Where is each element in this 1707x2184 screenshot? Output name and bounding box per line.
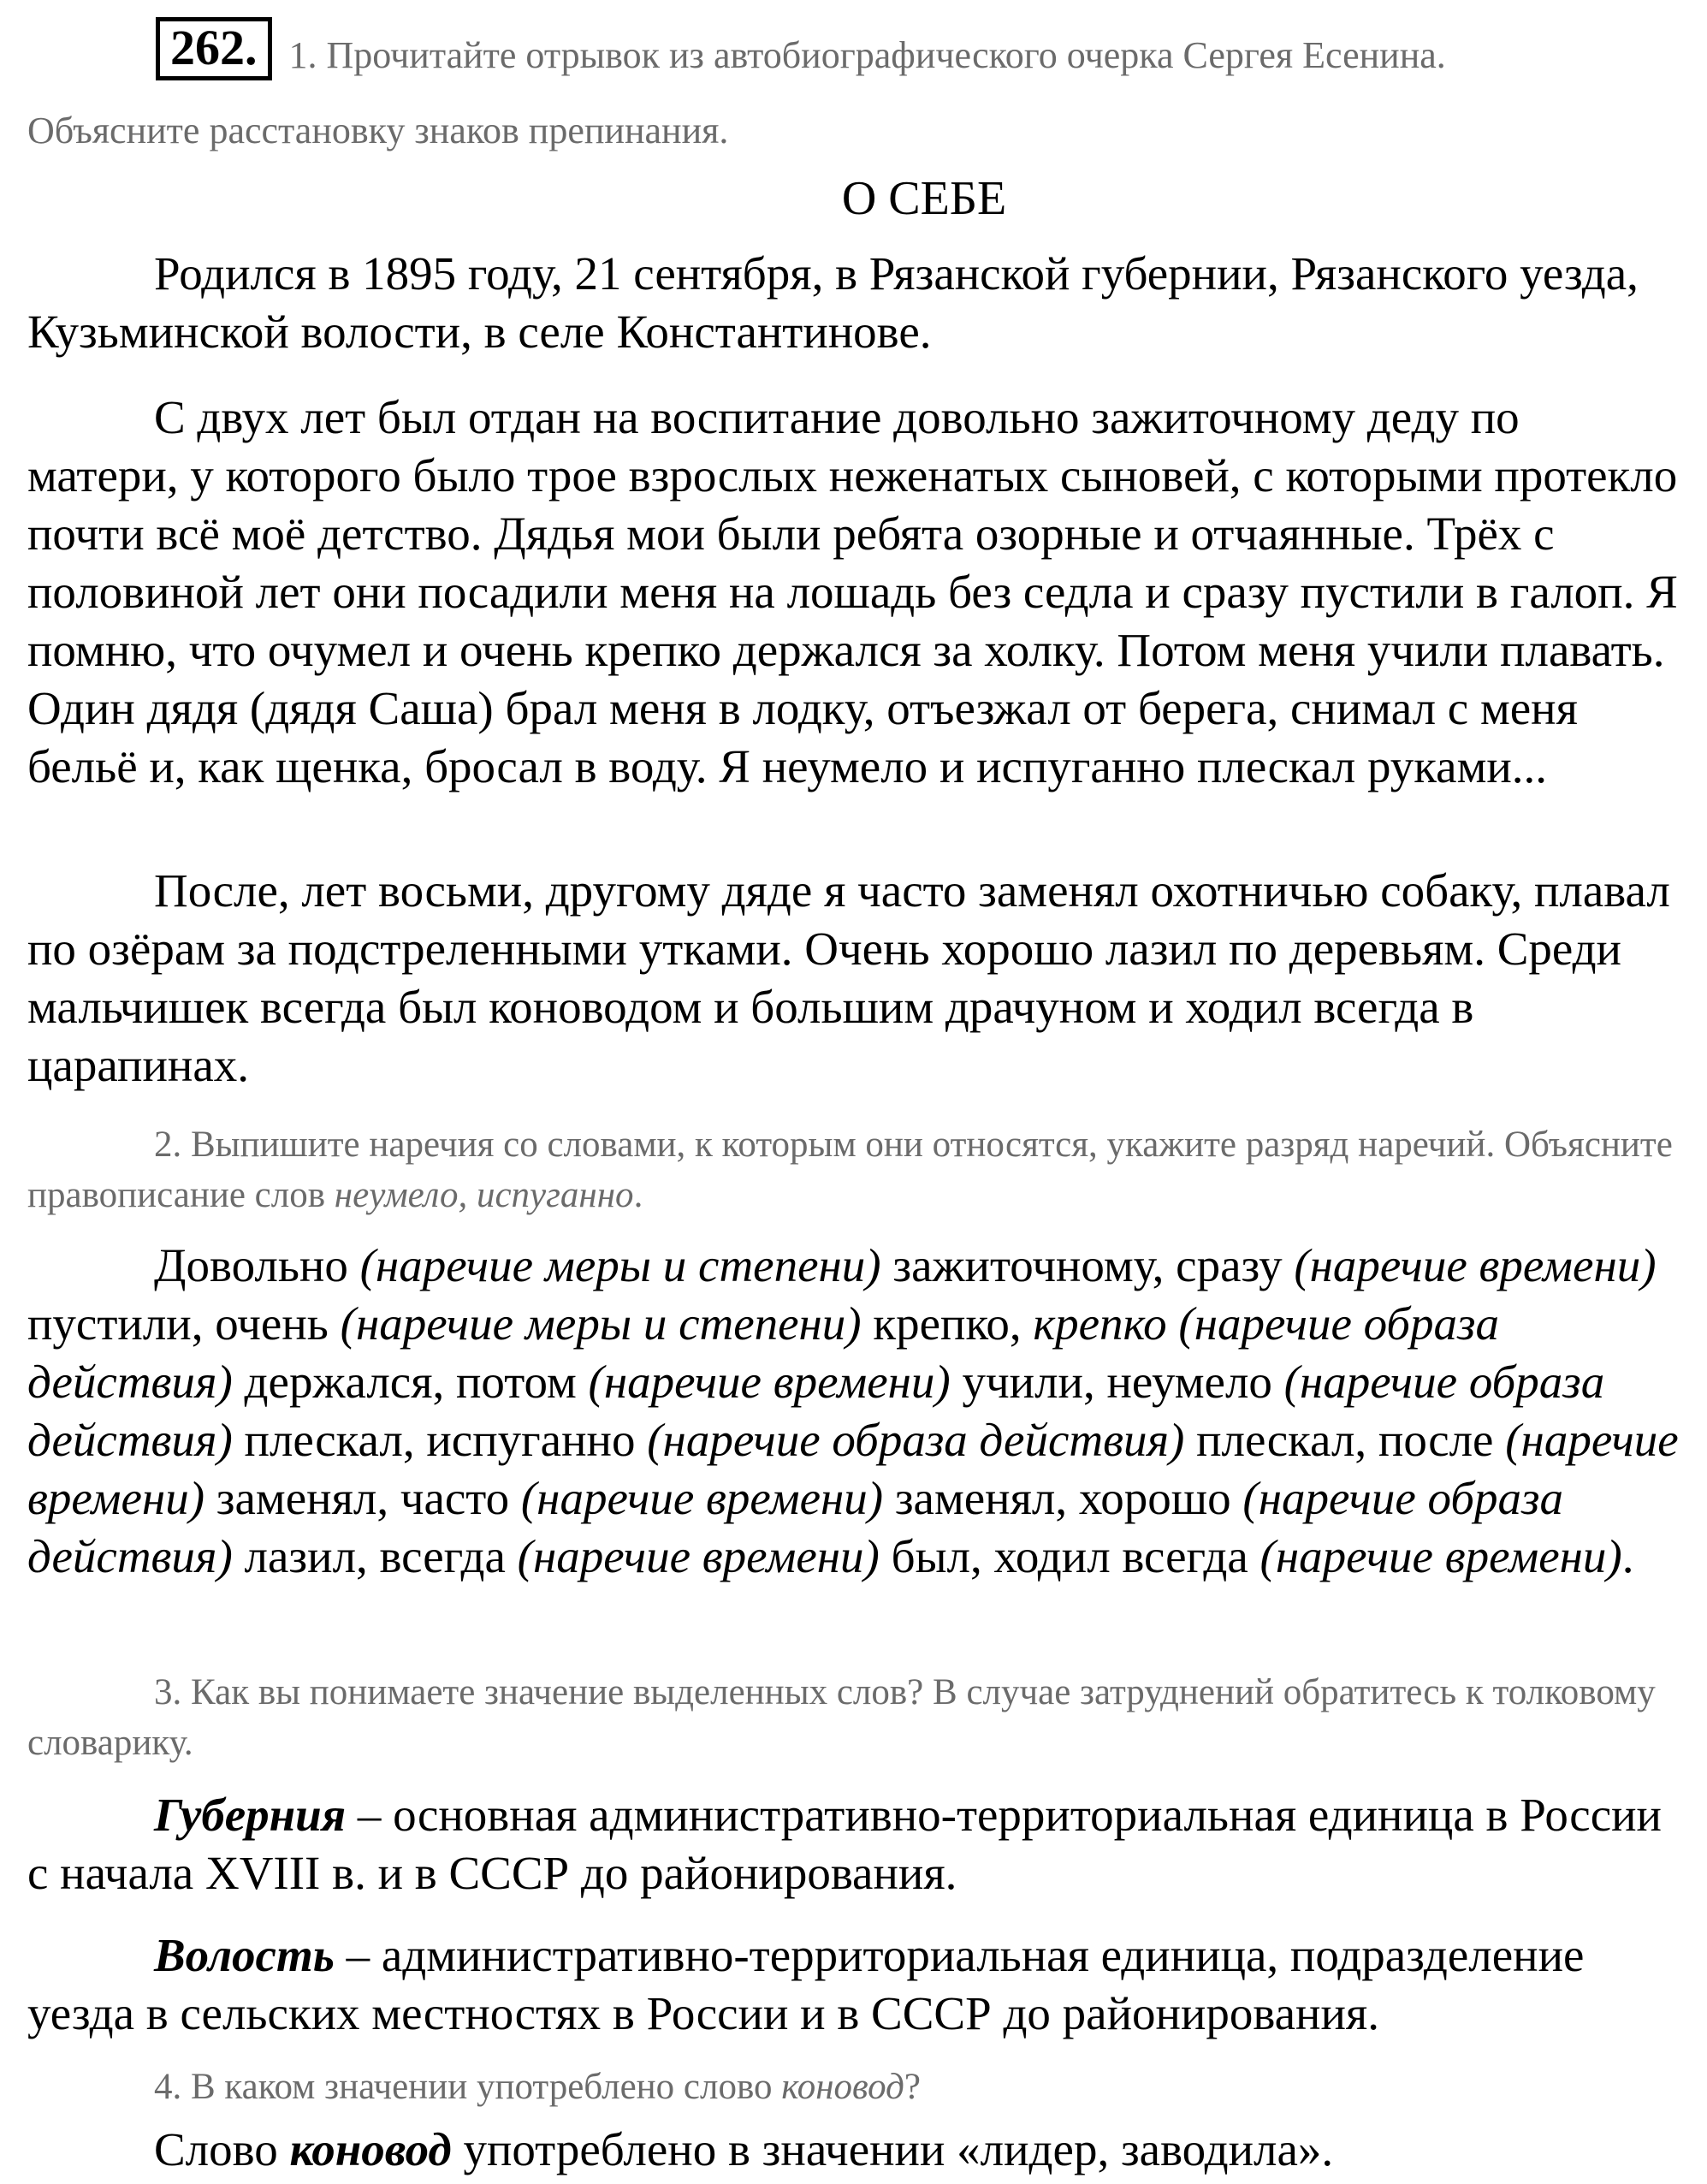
question-4: 4. В каком значении употреблено слово коновод?: [154, 2067, 921, 2107]
answer-2: Довольно (наречие меры и степени) зажиточному, сразу (наречие времени) пустили, очень (наречие меры и степени) крепко, крепко (наречие образа действия) держался, потом (наречие времени) учили, неумело (наречие образа действия) плескал, испуганно (наречие образа действия) плескал, после (наречие времени) заменял, часто (наречие времени) заменял, хорошо (наречие образа действия) лазил, всегда (наречие времени) был, ходил всегда (наречие времени).: [27, 1239, 1679, 1582]
paragraph-2: С двух лет был отдан на воспитание довольно зажиточному деду по матери, у которого было трое взрослых неженатых сыновей, с которыми протекло почти всё моё детство. Дядья мои были ребята озорные и отчаянные. Трёх с половиной лет они посадили меня на лошадь без седла и сразу пустили в галоп. Я помню, что очумел и очень крепко держался за холку. Потом меня учили плавать. Один дядя (дядя Саша) брал меня в лодку, отъезжал от берега, снимал с меня бельё и, как щенка, бросал в воду. Я неумело и испуганно плескал руками...: [27, 391, 1678, 792]
term-volost: Волость: [154, 1929, 335, 1981]
term-guberniya: Губерния: [154, 1789, 347, 1841]
answer-3-term-1: Губерния – основная административно-территориальная единица в России с начала XVIII в. и в СССР до районирования.: [27, 1789, 1662, 1899]
task-instruction-2: Объясните расстановку знаков препинания.: [27, 110, 729, 151]
answer-4: Слово коновод употреблено в значении «лидер, заводила».: [154, 2123, 1334, 2175]
paragraph-3: После, лет восьми, другому дяде я часто заменял охотничью собаку, плавал по озёрам за подстреленными утками. Очень хорошо лазил по деревьям. Среди мальчишек всегда был коноводом и большим драчуном и ходил всегда в царапинах.: [27, 864, 1670, 1091]
paragraph-1: Родился в 1895 году, 21 сентября, в Рязанской губернии, Рязанского уезда, Кузьминской волости, в селе Константинове.: [27, 247, 1639, 358]
exercise-number: 262.: [156, 17, 272, 80]
question-2: 2. Выпишите наречия со словами, к которым они относятся, укажите разряд наречий. Объясните правописание слов неумело, испуганно.: [27, 1125, 1673, 1215]
text-title: О СЕБЕ: [841, 172, 1007, 225]
question-3: 3. Как вы понимаете значение выделенных слов? В случае затруднений обратитесь к толковому словарику.: [27, 1672, 1656, 1763]
answer-3-term-2: Волость – административно-территориальная единица, подразделение уезда в сельских местностях в России и в СССР до районирования.: [27, 1929, 1585, 2039]
task-instruction-1: 1. Прочитайте отрывок из автобиографического очерка Сергея Есенина.: [288, 34, 1446, 76]
term-konovod: коновод: [289, 2123, 452, 2175]
task-header: [27, 17, 1679, 169]
